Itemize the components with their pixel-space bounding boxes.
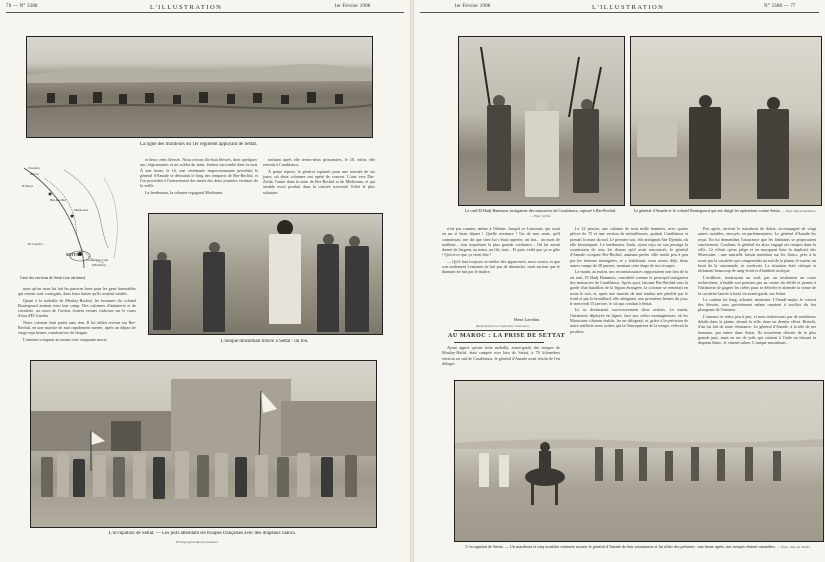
signature: Henri Lavedan.	[514, 317, 541, 322]
crowd-figure	[345, 455, 357, 497]
figure-captive	[525, 111, 559, 197]
right-date: 1er Février 1908	[454, 4, 491, 9]
soldier-figure	[487, 105, 511, 191]
tent	[637, 117, 677, 157]
paragraph: Le matin, au matin, nos reconnaissances rapportaient une lieu de la où seul, El Hadj Hammou, considéré comme le principal instigateur des massacres de Casablanca. Après quoi, laissant Ber-Rechid sous la garde d'un bataillon de la légion étrangère, la colonne se remettait en route le soir, et, après une marche de nuit rendue très pénible par le froid et par le brouillard, elle atteignait, aux premières heures du jour, le mercredi 15 janvier, le col qui conduit à Settat.	[570, 269, 688, 307]
right-text-col-1b	[442, 345, 560, 373]
settat-wall-icon	[31, 361, 376, 527]
left-page-number: 76 — N° 3388	[6, 4, 38, 9]
map-label-roued: R'Oued	[22, 184, 33, 188]
right-text-col-3	[698, 226, 816, 374]
paragraph: n'est pas comme, même à Orléans. Jusqu'à ce Lemonne, qui avait en un si beau départ ! Quelle aventure ! Un de mes amis, qu'il connaissait, me dit que chez lui c'était superbe, un fou... un mois de malheur... tout inquiétant la plus grande confiance... On lui aurait donné de l'argent, au main, un fils, tout... Et puis, voilà que ça se gâte ! Qu'est-ce que ça vient dire !	[442, 226, 560, 258]
map-label-mehalla: (Mehalla)	[92, 263, 106, 267]
soldier-figure	[153, 260, 171, 330]
crowd-figure	[255, 455, 268, 497]
section-rule	[454, 342, 544, 343]
right-text-col-2	[570, 226, 688, 374]
general-figure	[689, 107, 721, 199]
crowd-figure	[297, 453, 310, 497]
crowd-figure	[175, 451, 189, 499]
right-header-rule	[420, 12, 819, 13]
left-masthead: L'ILLUSTRATION	[150, 4, 223, 11]
horsemen-icon	[455, 381, 823, 541]
map-label-ber-rechid: Ber-Rechid	[50, 198, 67, 202]
photo-jews-white-flags	[30, 360, 377, 528]
caption-marabout	[454, 544, 822, 550]
crowd-figure	[41, 457, 53, 497]
left-page	[0, 0, 410, 562]
soldier-figure	[573, 109, 599, 193]
left-date: 1er Février 1908	[334, 4, 371, 9]
crowd-figure	[197, 455, 209, 497]
paragraph: Quant à la mehalla de Moulay-Rachid, les hommes du colonel Boutegourd avaient tenu leur camp. Des colonnes d'infanterie et de cavalerie, au cours de l'action, étaient venues s'adosser sur le cours d'eau d'El-Guerba.	[18, 297, 136, 319]
map-label-settat: SETTAT	[66, 252, 82, 257]
photo-madman	[148, 213, 383, 335]
figure-central	[269, 234, 301, 324]
map-label-maroc: Maroc	[30, 172, 40, 176]
right-masthead: L'ILLUSTRATION	[592, 4, 665, 11]
crowd-figure	[57, 453, 69, 497]
paragraph: Peu après, arrivait le marabout de Settat, accompagné de vingt autres notables, envoyés en parlementaires. Le général d'Amade les reçut. En lui demandant l'assurance que les habitants se proposaient sincèrement. Confiant, le général n'a alors engagé ses troupes dans la ville. Ce n'était qu'un piège et en masquant bien la duplicité des Marocains : une mitraille faisait semblant sur les flancs, près à la route par la cavalerie qui comprendait au sud de la plaine, le matin, au bruit de la canonnade, se soulevait. La situation était critique et réclamait beaucoup de sang-froid et d'habileté tactique.	[698, 226, 816, 274]
soldier-figure	[317, 244, 339, 332]
section-rule	[454, 330, 544, 331]
right-page-number: N° 3388 — 77	[764, 4, 796, 9]
crowd-figure	[133, 453, 146, 499]
caption-riflemen: La ligne des tirailleurs du 1er régiment appuyant de Settat.	[139, 142, 258, 147]
right-text-col-1	[442, 226, 560, 316]
credit-marabout: — Phot. Jean du Taillis.	[776, 545, 811, 549]
credit-jews: Photographie Raymond Kaso.	[176, 540, 219, 544]
paragraph: Ayant appris qu'une forte mehalla, avant-garde des troupes de Moulay-Hafid, était campée non loin de Settat, à 70 kilomètres environ au sud de Casablanca, le général d'Amade avait résolu de l'en déloger.	[442, 345, 560, 366]
credit-amade: — Phot. Raymond Kaso.	[781, 209, 817, 213]
right-page	[414, 0, 825, 562]
paragraph: L'artillerie, foudroyant un seul, par un seulement un court recherchent, n'établit son premier pas au centre du défilé et permit à l'infanterie de gagner les crêtes pour se déferler et attendre la venue de la cavalerie lancée à fond, en avant-garde, sur Settat.	[698, 274, 816, 296]
caption-text: Le caïd El Hadj Hammou, instigateur des massacres de Casablanca, capturé à Ber-Rechid.	[464, 208, 617, 213]
colonel-figure	[757, 109, 789, 199]
photo-marabout	[454, 380, 824, 542]
soldier-figure	[203, 252, 225, 332]
photo-el-hadj-hammou	[458, 36, 625, 206]
photo-general-amade	[630, 36, 822, 206]
paragraph: — Qu'il faut toujours se méfier des apparences, mon cousin, et que son seulement Lemonne ne fait pas de dimanche, mais surtout que le diamant ne fait pas le maître.	[442, 258, 560, 275]
left-text-col-b	[140, 157, 258, 209]
caption-el-hadj-hammou	[458, 208, 623, 220]
soldier-figure	[345, 246, 369, 332]
map-caption: Carte des environs de Settat (vue aérienne).	[20, 276, 87, 280]
paragraph: Notre colonne était partie sans rien. Il lui fallait revenir sur Ber-Rechid, en une marche de nuit rapidement menée, après un départ de vingt-sept heures consécutives de fatigue.	[18, 319, 136, 336]
crowd-figure	[153, 457, 165, 499]
paragraph: Le combat fut long, acharné, meurtrier. L'Ouadi-major, le convoi des blessés, tous précisément même ornaient à souffrir du feu plongeant de l'ennemi.	[698, 296, 816, 313]
crowd-figure	[321, 457, 333, 497]
caption-text: Le général d'Amade et le colonel Boutegourd qui ont dirigé les opérations contre Settat.	[633, 208, 781, 213]
crowd-figure	[235, 457, 247, 497]
paragraph: nous qu'on nous lui fait les pauvres bons pour les gens honorables qui restent sont consignés, dans leurs huttes qu'ils avaient soudés.	[18, 286, 136, 297]
crowd-figure	[93, 455, 106, 497]
paragraph: Le lendemain, la colonne regagnait Mediouna.	[145, 189, 224, 195]
paragraph: L'ennemi comptait au moins cent cinquante morts.	[23, 336, 108, 342]
paragraph: traînant après elle trente-deux prisonniers, le 18, enfin, elle rentrait à Casablanca.	[263, 157, 375, 168]
crowd-figure	[73, 459, 85, 497]
caption-madman: L'unique musulman trouvé à Settat : un fou.	[220, 339, 309, 344]
riflemen-line-icon	[27, 37, 372, 137]
paragraph: Le 12 janvier, une colonne de trois mille hommes, avec quatre pièces de 75 et une section de mitrailleuses, quittait Casablanca et prenait la route du sud. Le premier soir, elle atteignait Aïn-Djemâa, où elle bivouaquait. Le lendemain, Souk, ayant reçu en son passage la soumission de tous les douars qu'il avait rencontrés, le général d'Amade occupait Ber-Rechid, animant perles ville ronde peu à peu par les femmes immigrées, et y établissait, nous avons déjà, deux autres camps de 28 janvier, montant cette étape de nos troupes.	[570, 226, 688, 269]
paragraph: Ici se dessinaient successivement deux actions. Le matin, l'infanterie déployée en lignes, face aux crêtes montagneuses, où les Marocains s'étaient établis, les en délogeait, et, grâce à la précision de notre artillerie nous ordres qui la l'entreprirent de la troupe, relevait la position.	[570, 307, 688, 334]
map-label-el-guerba: El-Guerba	[28, 242, 43, 246]
section-title: AU MAROC : LA PRISE DE SETTAT	[448, 333, 566, 339]
crowd-figure	[215, 453, 228, 497]
crowd-figure	[113, 457, 125, 497]
paragraph: L'ennemi se retira peu à peu, et nous intéressons par de nombreux détails dans la plaine, devant la ville, dans un dernier effort. Bientôt, d'un fut fait de toute résistance. Le général d'Amade, à la tête de ses hommes, put entrer dans Settat. Ils trouvèrent déserte de la plus grande part, mais en tas de juifs qui criaient à l'aide un hissant la drapeau blanc, le vinrent saluer. L'unique musulman...	[698, 313, 816, 346]
crowd-figure	[277, 457, 289, 497]
signature-note: (Reproduction et traduction réservées.)	[476, 324, 530, 328]
map-label-camp: Camp marocain	[86, 258, 109, 262]
paragraph: À peine repose, le général repartait pour une tournée de six jours, où deux colonnes ont opéré de concert. L'une vers Dar-Zeïda, l'autre dans la zone de Ber-Rechid et de Mediouna, et qui semble avoir produit dans la contrée traversée l'effet le plus salutaire.	[263, 168, 375, 195]
credit-hammou: — Phot. Schitz.	[529, 214, 552, 219]
map-label-chaouia: Chaouïa	[28, 166, 40, 170]
paragraph: et deux cents blessés. Nous avions dix-huit blessés, dont quelques-uns, légionnaires et un soldat du train, étaient succombé dans la nuit. À une heure, le 16, une cérémonie impressionnante précédait le général d'Amade se déroulait le long des remparts de Ber-Rechid, et l'on procédait à l'enterrement des morts des deux journées victimes de la veille.	[140, 157, 258, 189]
caption-jews: L'occupation de Settat. — Les juifs attendant les troupes françaises avec des drapeaux blancs.	[108, 531, 297, 536]
left-text-col-a	[18, 286, 136, 354]
left-text-col-c	[263, 157, 375, 209]
caption-text: L'occupation de Settat. — Un marabout et cinq notables viennent assurer le général d'Amade de leur soumission et lui offrir des présents : une heure après, nos troupes étaient canardées.	[465, 544, 776, 549]
left-header-rule	[6, 12, 404, 13]
map-label-mediouna: Mediouna	[74, 208, 89, 212]
photo-riflemen	[26, 36, 373, 138]
caption-general-amade	[630, 208, 820, 214]
